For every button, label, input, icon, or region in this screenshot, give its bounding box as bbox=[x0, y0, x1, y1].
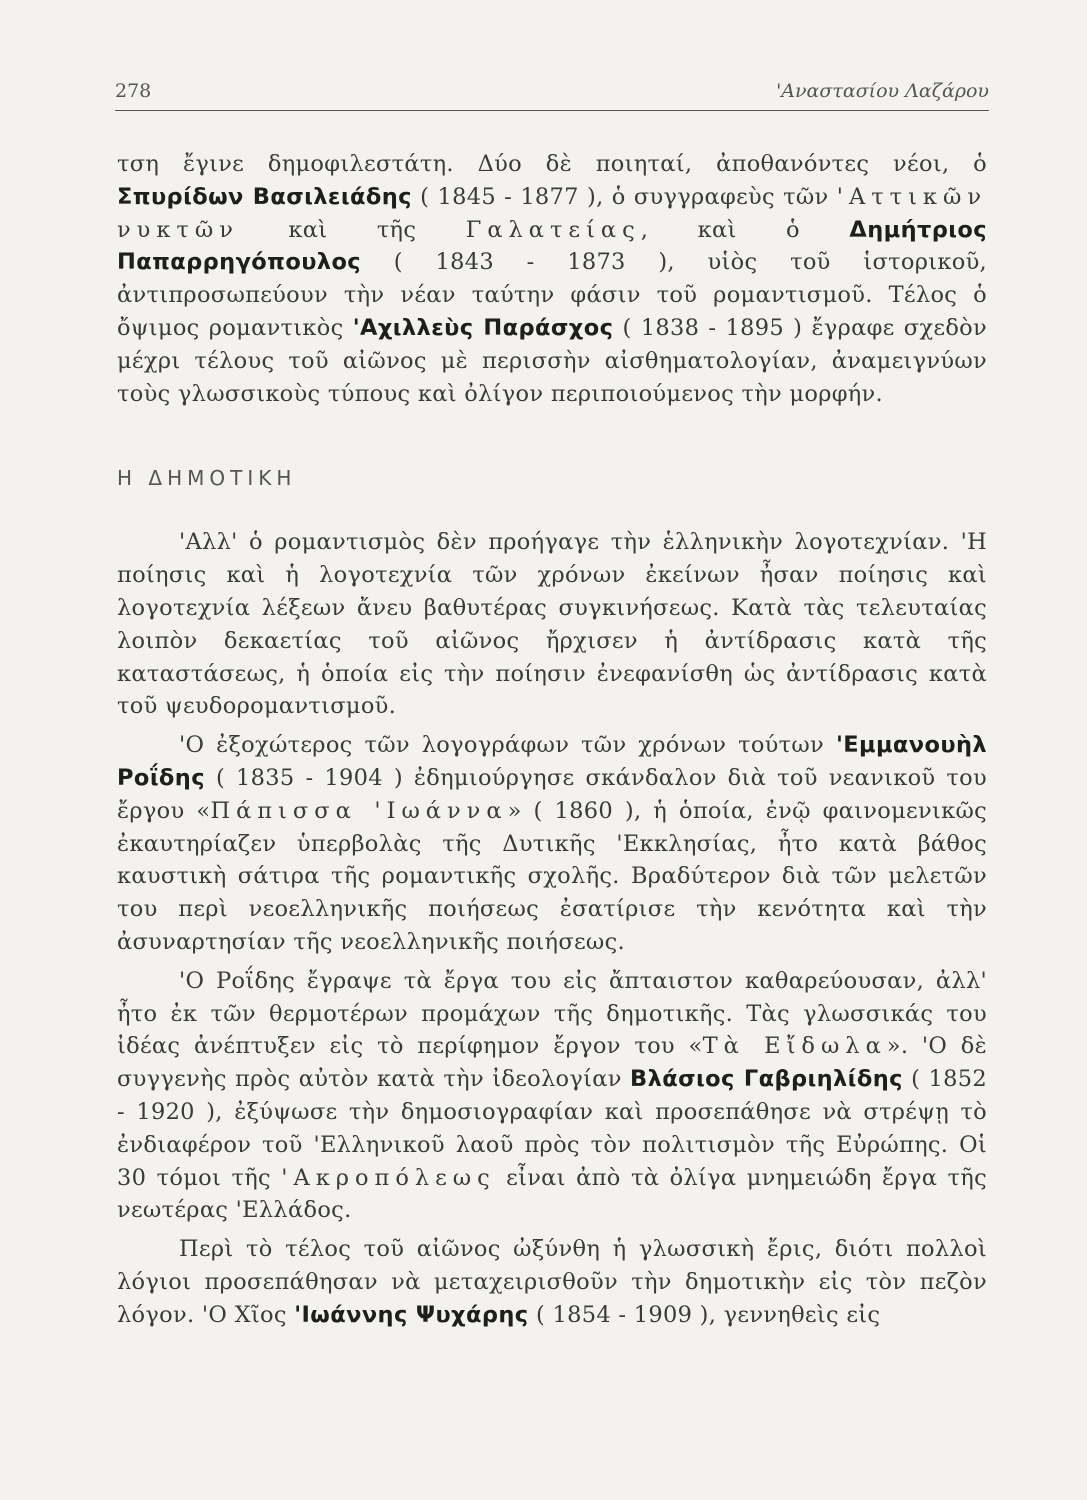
work-title: 'Αττικῶν νυκτῶν bbox=[117, 183, 988, 243]
section-heading: Η ΔΗΜΟΤΙΚΗ bbox=[117, 466, 297, 491]
work-title: Πάπισσα 'Ιωάννα bbox=[210, 797, 508, 824]
work-title: Τὰ Εἴδωλα bbox=[702, 1033, 887, 1060]
person-name: Βλάσιος Γαβριηλίδης bbox=[630, 1066, 903, 1093]
work-title: 'Ακροπόλεως bbox=[281, 1164, 496, 1191]
work-title: Γαλατείας bbox=[465, 216, 641, 243]
running-header bbox=[115, 80, 989, 111]
person-name: 'Ιωάννης Ψυχάρης bbox=[294, 1301, 529, 1328]
paragraph-language-dispute: Περὶ τὸ τέλος τοῦ αἰῶνος ὠξύνθη ἡ γλωσσικὴ ἔρις, διότι πολλοὶ λόγιοι προσεπάθησαν νὰ μεταχειρισθοῦν τὴν δημοτικὴν εἰς τὸν πεζὸν λόγον. 'Ο Χῖος 'Ιωάννης Ψυχάρης ( 1854 - 1909 ), γεννηθεὶς εἰς bbox=[117, 1236, 987, 1328]
person-name: 'Αχιλλεὺς Παράσχος bbox=[352, 314, 614, 341]
paragraph-romantics: τση ἔγινε δημοφιλεστάτη. Δύο δὲ ποιηταί, ἀποθανόντες νέοι, ὁ Σπυρίδων Βασιλειάδης ( 1845 - 1877 ), ὁ συγγραφεὺς τῶν 'Αττικῶν νυκτῶν καὶ τῆς Γαλατείας, καὶ ὁ Δημήτριος Παπαρρηγόπουλος ( 1843 - 1873 ), υἱὸς τοῦ ἱστορικοῦ, ἀντιπροσωπεύουν τὴν νέαν ταύτην φάσιν τοῦ ρομαντισμοῦ. Τέλος ὁ ὄψιμος ρομαντικὸς 'Αχιλλεὺς Παράσχος ( 1838 - 1895 ) ἔγραφε σχεδὸν μέχρι τέλους τοῦ αἰῶνος μὲ περισσὴν αἰσθηματολογίαν, ἀναμειγνύων τοὺς γλωσσικοὺς τύπους καὶ ὀλίγον περιποιούμενος τὴν μορφήν. bbox=[117, 151, 988, 407]
running-title: 'Αναστασίου Λαζάρου bbox=[776, 80, 989, 102]
person-name: Σπυρίδων Βασιλειάδης bbox=[117, 183, 412, 210]
paragraph-roidis: 'Ο ἐξοχώτερος τῶν λογογράφων τῶν χρόνων τούτων 'Εμμανουὴλ Ροΐδης ( 1835 - 1904 ) ἐδημιούργησε σκάνδαλον διὰ τοῦ νεανικοῦ του ἔργου «Πάπισσα 'Ιωάννα» ( 1860 ), ἡ ὁποία, ἐνῷ φαινομενικῶς ἐκαυτηρίαζεν ὑπερβολὰς τῆς Δυτικῆς 'Εκκλησίας, ἦτο κατὰ βάθος καυστικὴ σάτιρα τῆς ρομαντικῆς σχολῆς. Βραδύτερον διὰ τῶν μελετῶν του περὶ νεοελληνικῆς ποιήσεως ἐσατίρισε τὴν κενότητα καὶ τὴν ἀσυναρτησίαν τῆς νεοελληνικῆς ποιήσεως. bbox=[117, 732, 988, 955]
paragraph-demotic-language: 'Ο Ροΐδης ἔγραψε τὰ ἔργα του εἰς ἄπταιστον καθαρεύουσαν, ἀλλ' ἦτο ἐκ τῶν θερμοτέρων προμάχων τῆς δημοτικῆς. Τὰς γλωσσικάς του ἰδέας ἀνέπτυξεν εἰς τὸ περίφημον ἔργον του «Τὰ Εἴδωλα». 'Ο δὲ συγγενὴς πρὸς αὐτὸν κατὰ τὴν ἰδεολογίαν Βλάσιος Γαβριηλίδης ( 1852 - 1920 ), ἐξύψωσε τὴν δημοσιογραφίαν καὶ προσεπάθησε νὰ στρέψῃ τὸ ἐνδιαφέρον τοῦ 'Ελληνικοῦ λαοῦ πρὸς τὸν πολιτισμὸν τῆς Εὐρώπης. Οἱ 30 τόμοι τῆς 'Ακροπόλεως εἶναι ἀπὸ τὰ ὀλίγα μνημειώδη ἔργα τῆς νεωτέρας 'Ελλάδος. bbox=[117, 967, 988, 1224]
body-text bbox=[117, 148, 987, 1332]
person-name: 'Εμμανουὴλ Ροΐδης bbox=[117, 732, 988, 791]
paragraph-reaction: 'Αλλ' ὁ ρομαντισμὸς δὲν προήγαγε τὴν ἑλληνικὴν λογοτεχνίαν. 'Η ποίησις καὶ ἡ λογοτεχνία τῶν χρόνων ἐκείνων ἦσαν ποίησις καὶ λογοτεχνία λέξεων ἄνευ βαθυτέρας συγκινήσεως. Κατὰ τὰς τελευταίας λοιπὸν δεκαετίας τοῦ αἰῶνος ἤρχισεν ἡ ἀντίδρασις κατὰ τῆς καταστάσεως, ἡ ὁποία εἰς τὴν ποίησιν ἐνεφανίσθη ὡς ἀντίδρασις κατὰ τοῦ ψευδορομαντισμοῦ. bbox=[117, 529, 987, 720]
person-name: Δημήτριος Παπαρρηγόπουλος bbox=[117, 216, 988, 276]
page-number: 278 bbox=[115, 80, 152, 102]
